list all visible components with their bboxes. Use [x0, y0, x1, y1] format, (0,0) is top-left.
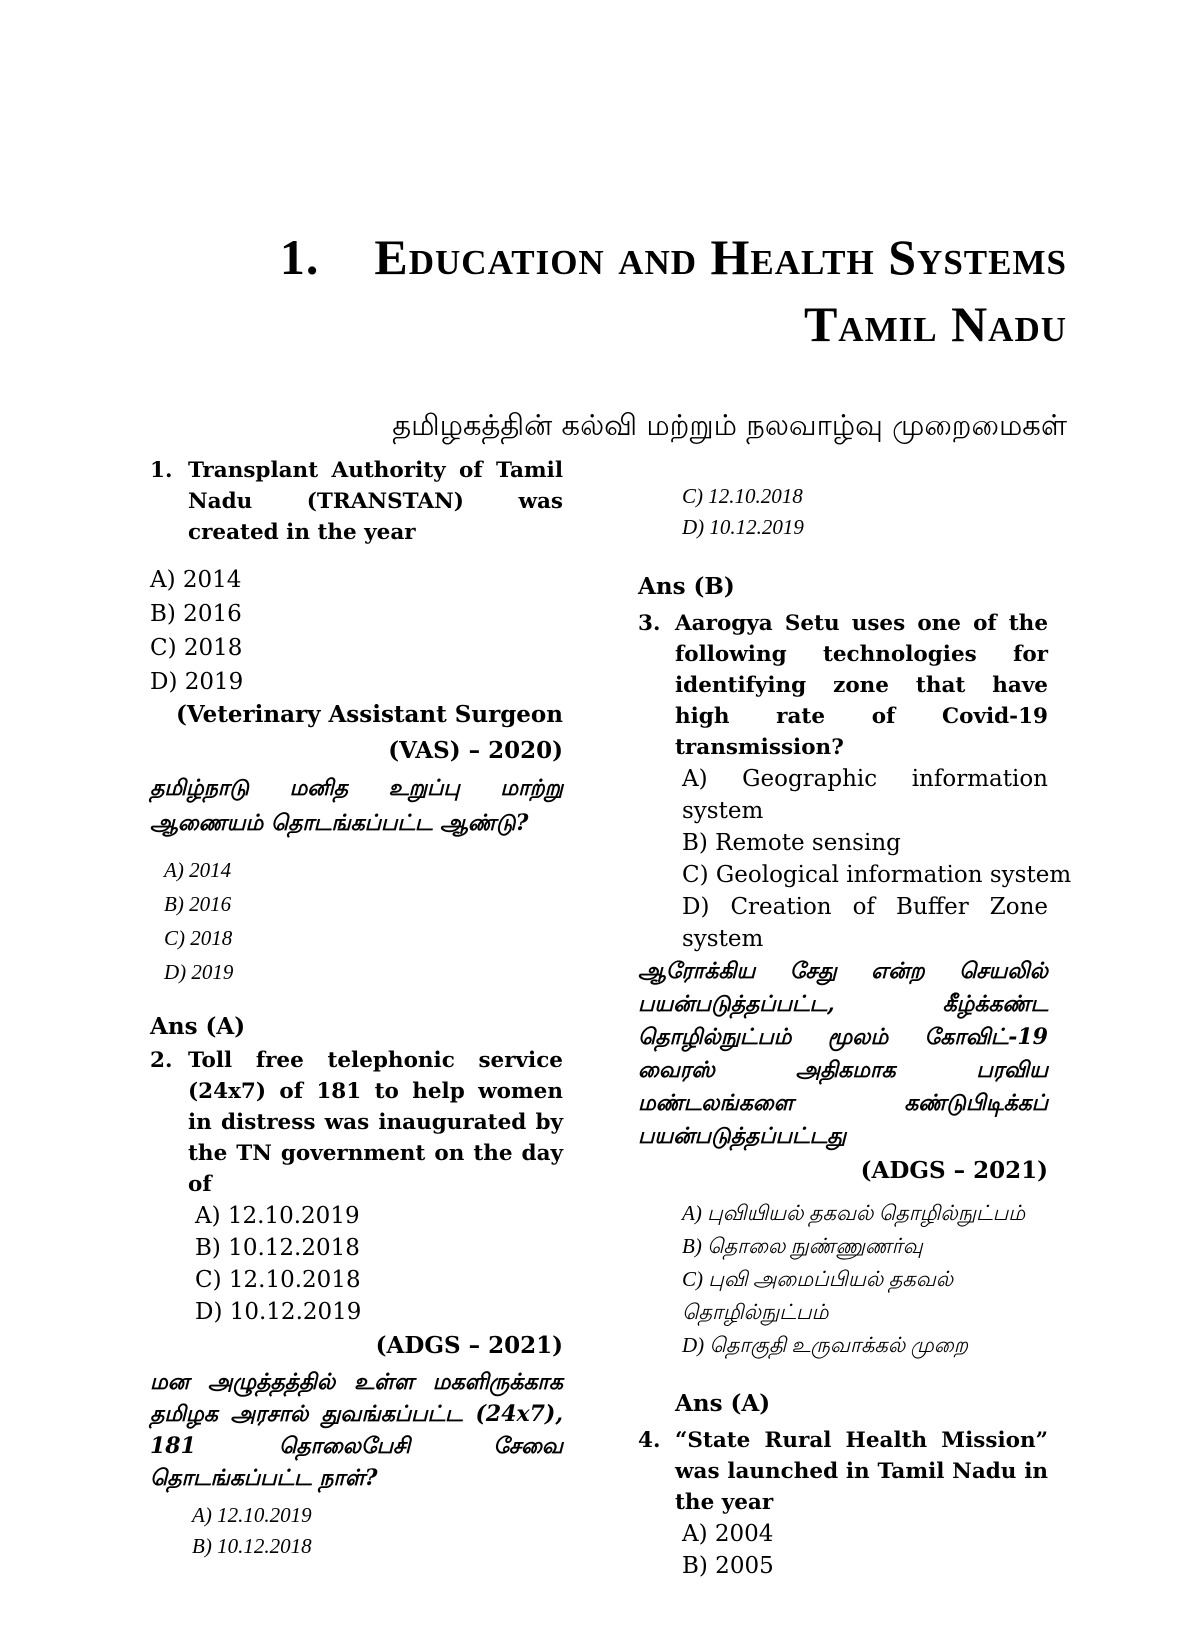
question-1-tamil-text: தமிழ்நாடு மனித உறுப்பு மாற்று ஆணையம் தொடங்கப்பட்ட ஆண்டு?	[150, 775, 563, 836]
tamil-option-d: D) 10.12.2019	[682, 515, 804, 539]
question-2-tamil-options-continued	[682, 481, 1048, 543]
question-3-tamil-options	[682, 1197, 1048, 1362]
chapter-region-text: Tamil Nadu	[803, 296, 1067, 352]
answer-3: Ans (A)	[675, 1390, 771, 1417]
chapter-number: 1.	[279, 229, 320, 285]
question-2-tamil-text: மன அழுத்தத்தில் உள்ள மகளிருக்காக தமிழக அரசால் துவங்கப்பட்ட (24x7), 181 தொலைபேசி சேவை தொடங்கப்பட்ட நாள்?	[150, 1369, 563, 1491]
option-a: A) Geographic information system	[682, 766, 1048, 824]
option-b: B) 10.12.2018	[195, 1235, 360, 1261]
question-1-options	[150, 563, 563, 699]
right-column	[638, 455, 1072, 1582]
chapter-subtitle-tamil: தமிழகத்தின் கல்வி மற்றும் நலவாழ்வு முறைமைகள்	[392, 408, 1067, 442]
tamil-option-c: C) 2018	[164, 926, 233, 950]
tamil-option-b: B) 10.12.2018	[192, 1534, 312, 1558]
option-a: A) 2014	[150, 567, 242, 593]
tamil-option-a: A) 2014	[164, 858, 232, 882]
chapter-title-line2	[150, 295, 1067, 353]
option-b: B) Remote sensing	[682, 830, 901, 856]
tamil-option-b: B) தொலை நுண்ணுணர்வு	[682, 1234, 923, 1258]
question-2-tamil-options	[192, 1500, 563, 1562]
option-d: D) 10.12.2019	[195, 1299, 362, 1325]
chapter-header	[150, 228, 1067, 445]
question-1-source	[150, 697, 563, 769]
question-1-text: Transplant Authority of Tamil Nadu (TRANSTAN) was created in the year	[188, 458, 563, 545]
option-c: C) 2018	[150, 635, 243, 661]
option-c: C) 12.10.2018	[195, 1267, 361, 1293]
question-4-options	[682, 1518, 1048, 1582]
option-d: D) Creation of Buffer Zone system	[682, 894, 1048, 952]
option-b: B) 2016	[150, 601, 242, 627]
tamil-option-a: A) 12.10.2019	[192, 1503, 312, 1527]
tamil-option-a: A) புவியியல் தகவல் தொழில்நுட்பம்	[682, 1201, 1026, 1225]
option-b: B) 2005	[682, 1553, 774, 1579]
question-4-number: 4.	[638, 1428, 661, 1453]
tamil-option-c: C) புவி அமைப்பியல் தகவல் தொழில்நுட்பம்	[682, 1267, 954, 1324]
source-line-1: (Veterinary Assistant Surgeon	[175, 701, 563, 728]
answer-1: Ans (A)	[150, 1013, 246, 1040]
option-a: A) 12.10.2019	[195, 1203, 360, 1229]
question-4-text: “State Rural Health Mission” was launched in Tamil Nadu in the year	[675, 1428, 1048, 1515]
answer-2: Ans (B)	[638, 573, 735, 600]
tamil-option-c: C) 12.10.2018	[682, 484, 803, 508]
option-c: C) Geological information system	[682, 862, 1072, 888]
chapter-title-line1	[150, 228, 1067, 286]
question-2-options	[195, 1200, 563, 1328]
question-2	[150, 1045, 563, 1200]
question-3-options	[682, 763, 1072, 955]
question-3	[638, 608, 1048, 763]
left-column	[150, 455, 563, 1562]
question-1-tamil-options	[164, 853, 563, 989]
question-1-number: 1.	[150, 458, 173, 483]
source-line-2: (VAS) – 2020)	[388, 737, 563, 764]
question-3-tamil-text: ஆரோக்கிய சேது என்ற செயலில் பயன்படுத்தப்பட்ட, கீழ்க்கண்ட தொழில்நுட்பம் மூலம் கோவிட்-19 வைரஸ் அதிகமாக பரவிய மண்டலங்களை கண்டுபிடிக்கப் பயன்படுத்தப்பட்டது	[638, 958, 1048, 1149]
question-2-text: Toll free telephonic service (24x7) of 181 to help women in distress was inaugurated by the TN government on the day of	[188, 1048, 563, 1197]
question-4	[638, 1425, 1048, 1518]
question-3-number: 3.	[638, 611, 661, 636]
question-1	[150, 455, 563, 548]
option-a: A) 2004	[682, 1521, 774, 1547]
option-d: D) 2019	[150, 669, 244, 695]
question-3-source: (ADGS – 2021)	[860, 1157, 1048, 1184]
question-3-text: Aarogya Setu uses one of the following technologies for identifying zone that have high rate of Covid-19 transmission?	[675, 611, 1048, 760]
question-2-source: (ADGS – 2021)	[375, 1332, 563, 1359]
tamil-option-d: D) தொகுதி உருவாக்கல் முறை	[682, 1333, 969, 1357]
tamil-option-b: B) 2016	[164, 892, 232, 916]
chapter-title-text: Education and Health Systems	[374, 229, 1067, 285]
tamil-option-d: D) 2019	[164, 960, 234, 984]
question-2-number: 2.	[150, 1048, 173, 1073]
